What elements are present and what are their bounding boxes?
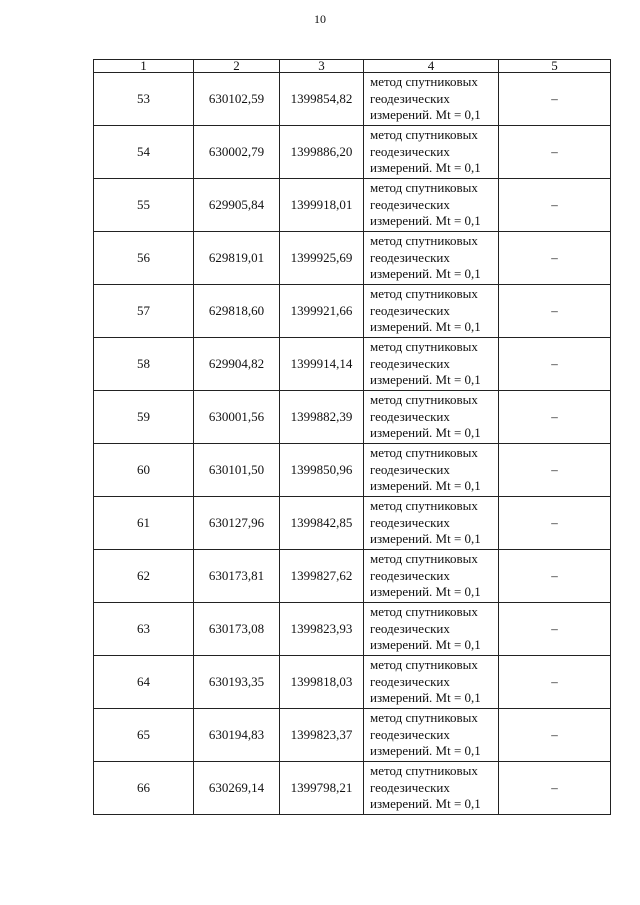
point-number-cell: 59 [94, 391, 194, 444]
note-cell: – [499, 179, 611, 232]
table-row [94, 550, 611, 603]
y-coordinate-cell: 1399842,85 [280, 497, 364, 550]
method-line: метод спутниковых [370, 74, 478, 90]
x-coordinate-cell: 629819,01 [194, 232, 280, 285]
table-row [94, 73, 611, 126]
y-coordinate-cell: 1399818,03 [280, 656, 364, 709]
note-cell: – [499, 550, 611, 603]
method-cell [364, 603, 499, 656]
method-line: геодезических [370, 779, 450, 795]
y-coordinate-cell: 1399854,82 [280, 73, 364, 126]
note-cell: – [499, 603, 611, 656]
method-line: геодезических [370, 90, 450, 106]
point-number-cell: 56 [94, 232, 194, 285]
method-cell [364, 285, 499, 338]
x-coordinate-cell: 630194,83 [194, 709, 280, 762]
table-row [94, 391, 611, 444]
method-line: геодезических [370, 461, 450, 477]
note-cell: – [499, 285, 611, 338]
method-line: геодезических [370, 143, 450, 159]
method-line: метод спутниковых [370, 604, 478, 620]
note-cell: – [499, 762, 611, 815]
table-row [94, 709, 611, 762]
method-line: измерений. Mt = 0,1 [370, 637, 481, 653]
method-line: измерений. Mt = 0,1 [370, 160, 481, 176]
method-line: метод спутниковых [370, 551, 478, 567]
method-line: измерений. Mt = 0,1 [370, 796, 481, 812]
column-header: 2 [194, 60, 280, 73]
y-coordinate-cell: 1399914,14 [280, 338, 364, 391]
method-cell [364, 550, 499, 603]
table-row [94, 762, 611, 815]
method-line: геодезических [370, 302, 450, 318]
y-coordinate-cell: 1399882,39 [280, 391, 364, 444]
x-coordinate-cell: 630269,14 [194, 762, 280, 815]
x-coordinate-cell: 630101,50 [194, 444, 280, 497]
method-line: геодезических [370, 355, 450, 371]
table-header-row [94, 60, 611, 73]
y-coordinate-cell: 1399823,37 [280, 709, 364, 762]
method-line: измерений. Mt = 0,1 [370, 107, 481, 123]
method-line: измерений. Mt = 0,1 [370, 690, 481, 706]
column-header: 3 [280, 60, 364, 73]
point-number-cell: 53 [94, 73, 194, 126]
column-header: 4 [364, 60, 499, 73]
method-cell [364, 179, 499, 232]
method-line: измерений. Mt = 0,1 [370, 266, 481, 282]
table-body [94, 73, 611, 815]
y-coordinate-cell: 1399827,62 [280, 550, 364, 603]
coordinates-table [93, 59, 611, 815]
method-line: измерений. Mt = 0,1 [370, 531, 481, 547]
method-cell [364, 338, 499, 391]
column-header: 1 [94, 60, 194, 73]
x-coordinate-cell: 629904,82 [194, 338, 280, 391]
point-number-cell: 57 [94, 285, 194, 338]
x-coordinate-cell: 630102,59 [194, 73, 280, 126]
point-number-cell: 64 [94, 656, 194, 709]
table-row [94, 497, 611, 550]
method-line: измерений. Mt = 0,1 [370, 425, 481, 441]
note-cell: – [499, 497, 611, 550]
x-coordinate-cell: 629905,84 [194, 179, 280, 232]
x-coordinate-cell: 630002,79 [194, 126, 280, 179]
method-line: измерений. Mt = 0,1 [370, 319, 481, 335]
method-cell [364, 497, 499, 550]
point-number-cell: 61 [94, 497, 194, 550]
note-cell: – [499, 391, 611, 444]
method-line: измерений. Mt = 0,1 [370, 743, 481, 759]
table-row [94, 444, 611, 497]
method-line: измерений. Mt = 0,1 [370, 478, 481, 494]
method-line: геодезических [370, 196, 450, 212]
y-coordinate-cell: 1399823,93 [280, 603, 364, 656]
note-cell: – [499, 656, 611, 709]
note-cell: – [499, 444, 611, 497]
method-line: метод спутниковых [370, 498, 478, 514]
method-line: геодезических [370, 514, 450, 530]
method-line: измерений. Mt = 0,1 [370, 213, 481, 229]
method-line: измерений. Mt = 0,1 [370, 584, 481, 600]
y-coordinate-cell: 1399921,66 [280, 285, 364, 338]
y-coordinate-cell: 1399918,01 [280, 179, 364, 232]
method-line: измерений. Mt = 0,1 [370, 372, 481, 388]
page-number: 10 [314, 12, 326, 26]
method-line: геодезических [370, 673, 450, 689]
y-coordinate-cell: 1399798,21 [280, 762, 364, 815]
method-line: метод спутниковых [370, 286, 478, 302]
point-number-cell: 63 [94, 603, 194, 656]
note-cell: – [499, 73, 611, 126]
y-coordinate-cell: 1399925,69 [280, 232, 364, 285]
x-coordinate-cell: 630127,96 [194, 497, 280, 550]
method-cell [364, 709, 499, 762]
table-row [94, 126, 611, 179]
x-coordinate-cell: 630193,35 [194, 656, 280, 709]
point-number-cell: 66 [94, 762, 194, 815]
method-line: метод спутниковых [370, 445, 478, 461]
point-number-cell: 58 [94, 338, 194, 391]
method-line: геодезических [370, 408, 450, 424]
method-line: метод спутниковых [370, 392, 478, 408]
method-cell [364, 391, 499, 444]
method-line: геодезических [370, 249, 450, 265]
method-cell [364, 656, 499, 709]
point-number-cell: 54 [94, 126, 194, 179]
method-line: геодезических [370, 620, 450, 636]
y-coordinate-cell: 1399850,96 [280, 444, 364, 497]
note-cell: – [499, 338, 611, 391]
table-row [94, 656, 611, 709]
method-line: метод спутниковых [370, 233, 478, 249]
y-coordinate-cell: 1399886,20 [280, 126, 364, 179]
method-line: геодезических [370, 567, 450, 583]
x-coordinate-cell: 629818,60 [194, 285, 280, 338]
method-line: метод спутниковых [370, 339, 478, 355]
column-header: 5 [499, 60, 611, 73]
point-number-cell: 62 [94, 550, 194, 603]
table-row [94, 338, 611, 391]
note-cell: – [499, 709, 611, 762]
method-cell [364, 232, 499, 285]
method-cell [364, 126, 499, 179]
method-line: метод спутниковых [370, 710, 478, 726]
point-number-cell: 55 [94, 179, 194, 232]
method-line: метод спутниковых [370, 180, 478, 196]
point-number-cell: 65 [94, 709, 194, 762]
method-line: геодезических [370, 726, 450, 742]
x-coordinate-cell: 630173,81 [194, 550, 280, 603]
method-cell [364, 762, 499, 815]
table-row [94, 285, 611, 338]
method-line: метод спутниковых [370, 657, 478, 673]
method-line: метод спутниковых [370, 127, 478, 143]
method-line: метод спутниковых [370, 763, 478, 779]
table-row [94, 232, 611, 285]
x-coordinate-cell: 630001,56 [194, 391, 280, 444]
method-cell [364, 73, 499, 126]
note-cell: – [499, 232, 611, 285]
table-row [94, 179, 611, 232]
x-coordinate-cell: 630173,08 [194, 603, 280, 656]
note-cell: – [499, 126, 611, 179]
point-number-cell: 60 [94, 444, 194, 497]
method-cell [364, 444, 499, 497]
table-row [94, 603, 611, 656]
